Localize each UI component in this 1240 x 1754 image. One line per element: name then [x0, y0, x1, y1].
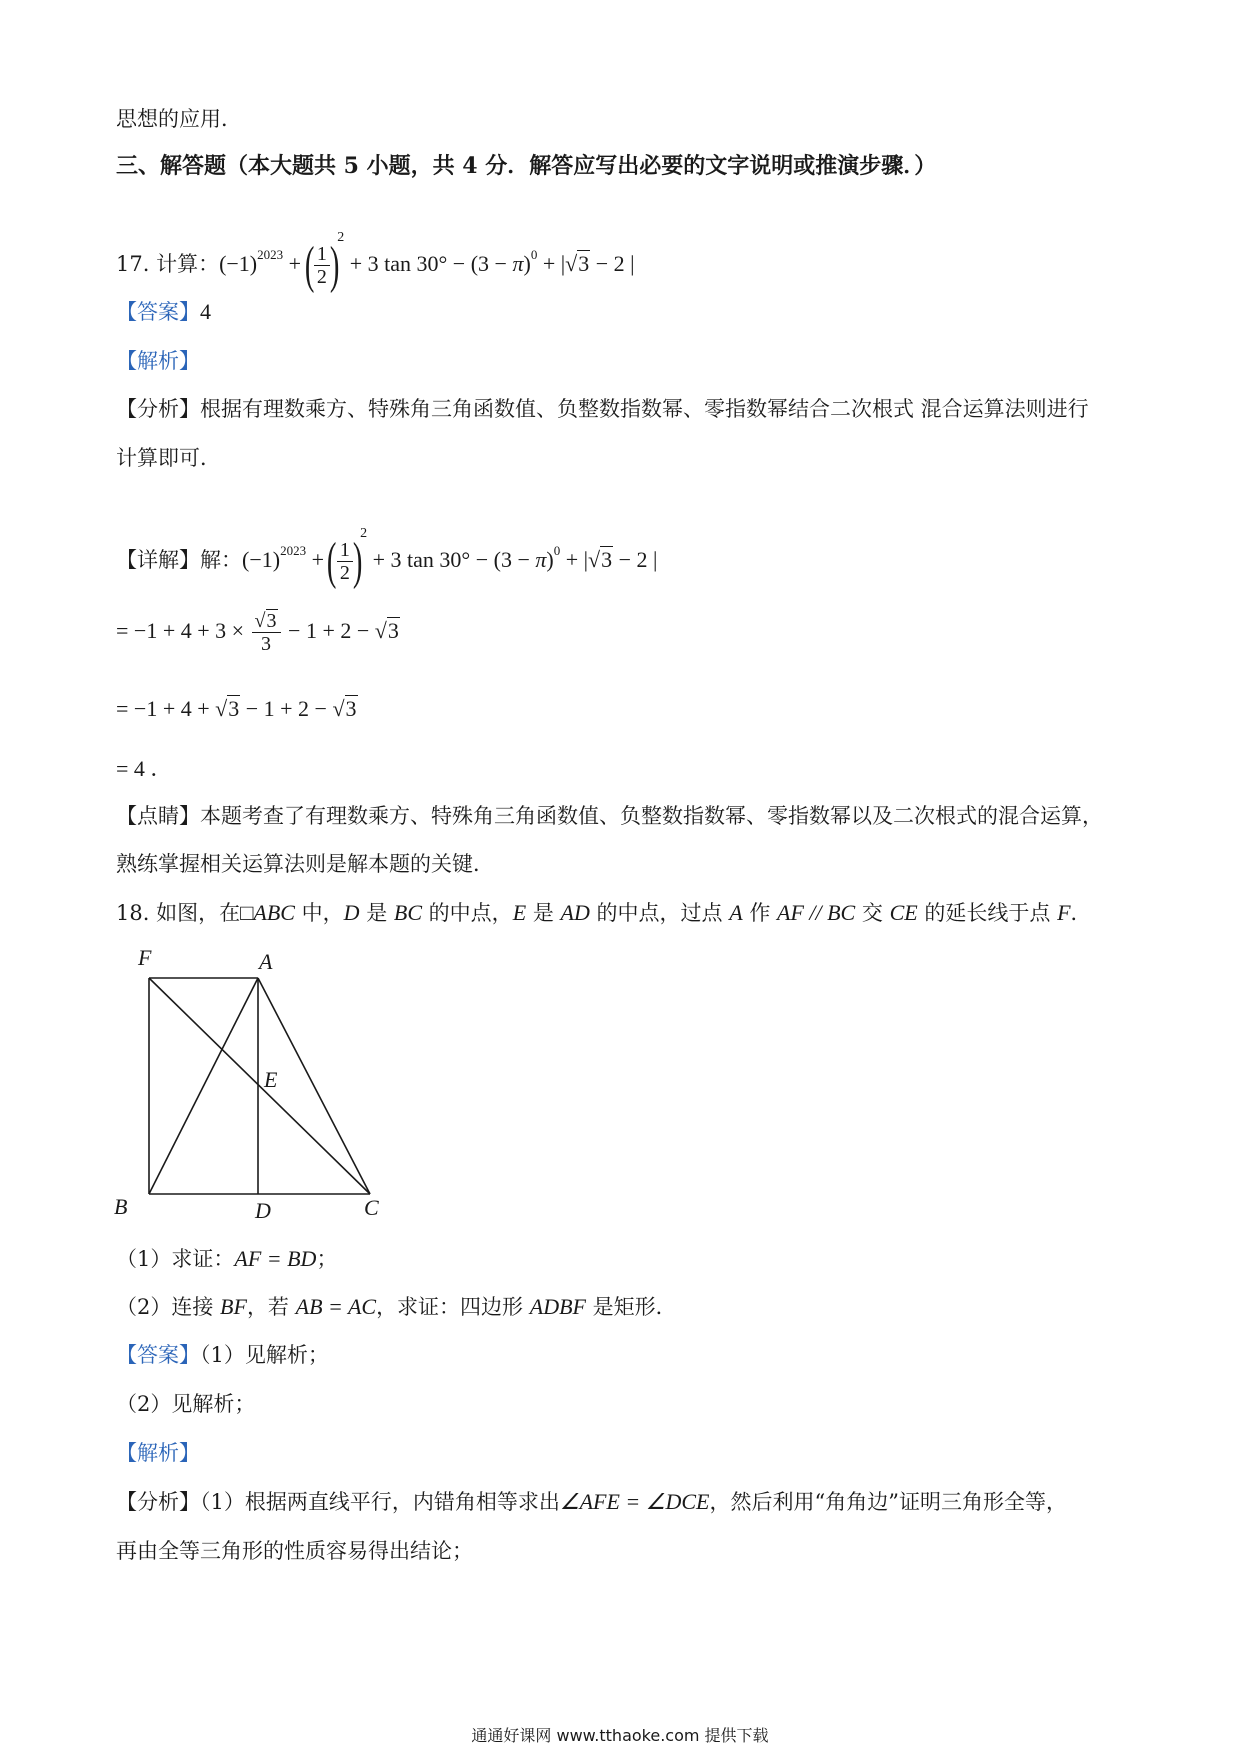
label-e: E [264, 1067, 278, 1092]
segment-ab [149, 978, 258, 1194]
q17-exp0: 0 [530, 247, 538, 262]
step1-a: = −1 + 4 + 3 × [116, 618, 250, 643]
step2-radicand1: 3 [228, 696, 240, 721]
a17-step1 [116, 601, 400, 661]
q18-s5: 是 [526, 901, 561, 925]
step1-fraction [252, 610, 281, 655]
q18-bc: BC [393, 900, 422, 925]
q18-s1: 18. 如图，在 [116, 901, 241, 925]
q17-plus: + [283, 251, 307, 276]
d-exp0: 0 [553, 543, 561, 558]
fenxi-text: 根据有理数乘方、特殊角三角函数值、负整数指数幂、零指数幂结合二次根式 混合运算法则进行 [200, 397, 1089, 421]
answer-tag: 【答案】 [116, 300, 200, 324]
d-exp2: 2 [360, 526, 368, 541]
a17-answer [116, 297, 211, 327]
q17-sqrt-radicand: 3 [578, 251, 590, 276]
a18-answer-1: （1）见解析； [200, 1343, 329, 1367]
part1-suffix: ； [316, 1247, 338, 1271]
q17-exp2: 2 [337, 230, 345, 245]
step2-b: − 1 + 2 − [240, 696, 333, 721]
q18-box: □ [240, 900, 254, 925]
step2-sqrt2: √3 [332, 696, 357, 721]
a17-fenxi-line1 [116, 394, 1089, 424]
step1-num: √3 [252, 610, 281, 633]
a18-answer-line2: （2）见解析； [116, 1392, 256, 1416]
q18-abc: ABC [253, 900, 295, 925]
label-f: F [138, 945, 152, 970]
part2-quad: ADBF [529, 1294, 586, 1319]
part2-prefix: （2）连接 [116, 1295, 221, 1319]
a18-fenxi-math: ∠AFE = ∠DCE [559, 1489, 710, 1514]
q17-frac-den: 2 [316, 266, 327, 288]
d-fraction [337, 539, 353, 584]
q18-part1 [116, 1244, 337, 1274]
question-18 [116, 898, 1092, 928]
a18-answer-line1 [116, 1340, 329, 1370]
part2-mid2: ，求证：四边形 [376, 1295, 530, 1319]
q17-abs-close: − 2 | [590, 251, 635, 276]
q18-af-bc: AF // BC [777, 900, 856, 925]
step1-den: 3 [261, 633, 272, 655]
fenxi-tag: 【分析】 [116, 397, 200, 421]
q17-sqrt: √3 [565, 251, 590, 276]
q18-s10: ． [1070, 901, 1092, 925]
part2-suffix: 是矩形． [585, 1295, 677, 1319]
step1-num-radicand: 3 [266, 610, 277, 632]
a17-analysis-tag: 【解析】 [116, 349, 200, 373]
label-b: B [114, 1194, 128, 1219]
q18-s4: 的中点， [422, 901, 513, 925]
left-paren: ( [304, 236, 314, 294]
q18-ad: AD [560, 900, 590, 925]
q17-exp1: 2023 [257, 247, 284, 262]
a18-analysis-tag: 【解析】 [116, 1441, 200, 1465]
right-paren: ) [329, 236, 340, 294]
page-footer: 通通好课网 www.tthaoke.com 提供下载 [471, 1726, 769, 1745]
q18-s9: 的延长线于点 [917, 901, 1058, 925]
a17-dianjing-line1 [116, 801, 1103, 831]
d-left-paren: ( [327, 532, 337, 590]
q18-d: D [343, 900, 360, 925]
part2-eq: AB = AC [295, 1294, 377, 1319]
q17-rest: + 3 tan 30° − (3 − [344, 251, 513, 276]
d-sqrt-radicand: 3 [601, 547, 613, 572]
q18-s7: 作 [742, 901, 777, 925]
d-plus: + [306, 547, 330, 572]
step1-sqrt: √3 [374, 618, 399, 643]
a17-dianjing-line2: 熟练掌握相关运算法则是解本题的关键． [116, 852, 494, 876]
q18-s6: 的中点，过点 [589, 901, 730, 925]
geometry-figure [100, 935, 400, 1235]
a18-fenxi-1b: ，然后利用“角角边”证明三角形全等， [709, 1490, 1067, 1514]
d-base: (−1) [242, 547, 281, 572]
d-sqrt: √3 [588, 547, 613, 572]
part2-bf: BF [220, 1294, 247, 1319]
step1-b: − 1 + 2 − [282, 618, 375, 643]
a17-step3: = 4 ． [116, 756, 173, 781]
d-exp1: 2023 [280, 543, 307, 558]
q18-ce: CE [889, 900, 918, 925]
step2-a: = −1 + 4 + [116, 696, 216, 721]
continued-text: 思想的应用． [116, 107, 242, 131]
q18-s3: 是 [359, 901, 394, 925]
d-frac-num: 1 [337, 539, 353, 562]
d-frac-den: 2 [339, 562, 350, 584]
q18-a: A [729, 900, 743, 925]
q17-rest2: ) [523, 251, 531, 276]
label-d: D [255, 1198, 271, 1223]
a18-fenxi-tag: 【分析】 [116, 1490, 200, 1514]
dianjing-text: 本题考查了有理数乘方、特殊角三角函数值、负整数指数幂、零指数幂以及二次根式的混合运算， [200, 804, 1103, 828]
part2-mid: ，若 [246, 1295, 296, 1319]
answer-value: 4 [200, 299, 211, 324]
a17-detail [116, 504, 657, 590]
part1-prefix: （1）求证： [116, 1247, 235, 1271]
q18-s8: 交 [855, 901, 890, 925]
q18-s2: 中， [294, 901, 344, 925]
q18-f: F [1057, 900, 1071, 925]
q17-fraction [314, 243, 330, 288]
dianjing-tag: 【点睛】 [116, 804, 200, 828]
q17-frac-num: 1 [314, 243, 330, 266]
q18-part2 [116, 1292, 677, 1322]
question-17 [116, 208, 635, 294]
step2-sqrt1: √3 [215, 696, 240, 721]
q18-e: E [512, 900, 527, 925]
a17-step2 [116, 694, 358, 724]
detail-tag: 【详解】 [116, 548, 200, 572]
d-rest: + 3 tan 30° − (3 − [367, 547, 536, 572]
label-c: C [364, 1195, 379, 1220]
detail-prefix: 解： [200, 548, 242, 572]
q17-base: (−1) [219, 251, 258, 276]
q17-prefix: 17. 计算： [116, 252, 220, 276]
d-pi: π [535, 547, 547, 572]
a18-fenxi-line1 [116, 1487, 1067, 1517]
a18-answer-tag: 【答案】 [116, 1343, 200, 1367]
d-rest2: ) [546, 547, 554, 572]
step1-sqrt-radicand: 3 [387, 618, 399, 643]
a17-fenxi-line2: 计算即可． [116, 446, 221, 470]
section-heading: 三、解答题（本大题共 5 小题，共 4 分．解答应写出必要的文字说明或推演步骤．） [116, 153, 937, 179]
label-a: A [259, 949, 273, 974]
d-right-paren: ) [352, 532, 363, 590]
segment-fc [149, 978, 370, 1194]
d-abs-open: + | [560, 547, 589, 572]
a18-fenxi-line2: 再由全等三角形的性质容易得出结论； [116, 1539, 473, 1563]
step2-radicand2: 3 [345, 696, 357, 721]
q17-abs-open: + | [537, 251, 566, 276]
part1-math: AF = BD [234, 1246, 317, 1271]
a18-fenxi-1a: （1）根据两直线平行，内错角相等求出 [200, 1490, 560, 1514]
d-abs-close: − 2 | [613, 547, 658, 572]
q17-pi: π [512, 251, 524, 276]
